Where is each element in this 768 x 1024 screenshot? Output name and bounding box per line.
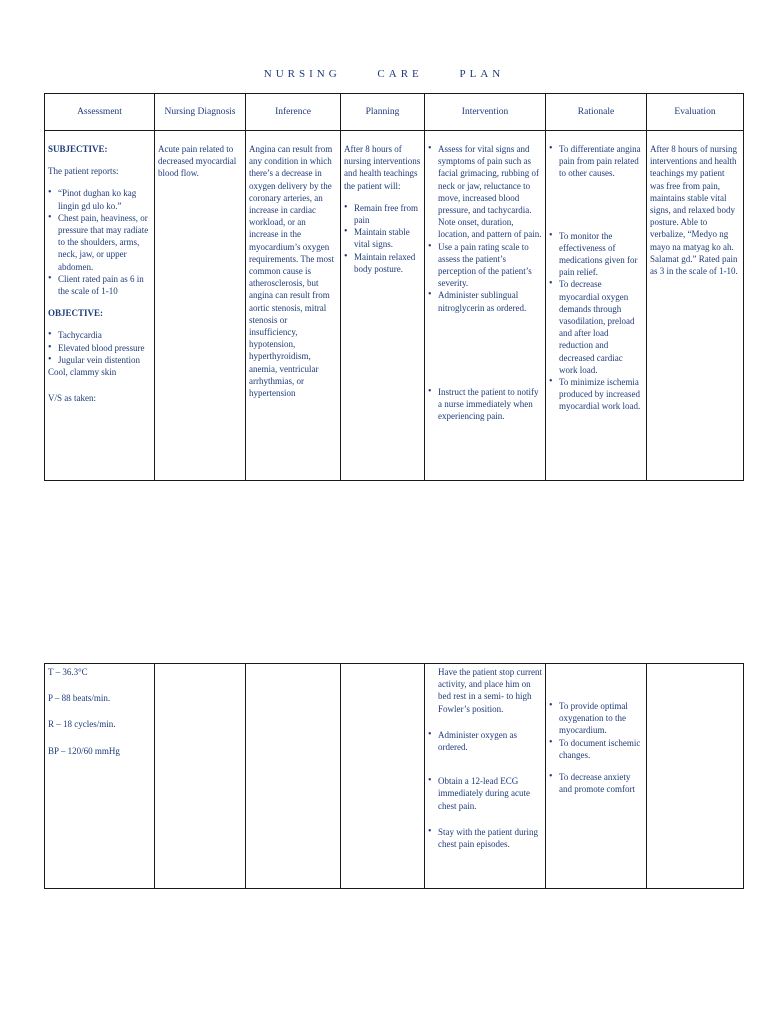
intervention-cell-continued bbox=[425, 664, 546, 889]
inference-cell-continued bbox=[246, 664, 341, 889]
table-row bbox=[45, 664, 744, 889]
rationale-list bbox=[549, 143, 643, 413]
list-item: • Maintain stable vital signs. bbox=[344, 226, 421, 250]
list-item: • Use a pain rating scale to assess the patient’s perception of the patient’s severity. bbox=[428, 241, 542, 290]
header-nursing-diagnosis: Nursing Diagnosis bbox=[155, 94, 246, 131]
header-intervention: Intervention bbox=[425, 94, 546, 131]
table-row bbox=[45, 131, 744, 481]
list-item: • Elevated blood pressure bbox=[48, 342, 151, 354]
header-assessment: Assessment bbox=[45, 94, 155, 131]
assessment-cell bbox=[45, 131, 155, 481]
list-item: • Remain free from pain bbox=[344, 202, 421, 226]
header-evaluation: Evaluation bbox=[647, 94, 744, 131]
vital-blood-pressure: BP – 120/60 mmHg bbox=[48, 745, 120, 756]
vs-label: V/S as taken: bbox=[48, 393, 96, 404]
list-item: • Stay with the patient during chest pain episodes. bbox=[428, 826, 542, 850]
subjective-label: SUBJECTIVE: bbox=[48, 144, 108, 154]
diagnosis-cell bbox=[155, 131, 246, 481]
inference-cell bbox=[246, 131, 341, 481]
vital-temperature: T – 36.3°C bbox=[48, 667, 88, 677]
objective-label: OBJECTIVE: bbox=[48, 308, 104, 319]
vital-respiration: R – 18 cycles/min. bbox=[48, 719, 116, 730]
list-item: • Tachycardia bbox=[48, 329, 151, 341]
inference-text: Angina can result from any condition in which there’s a decrease in oxygen delivery by the coronary arteries, an increase in cardiac workload, or an increase in the myocardium’s oxygen requirements. The most common cause is atherosclerosis, but angina can result from aortic stenosis, mitral stenosis or insufficiency, hypotension, hyperthyroidism, anemia, ventricular arrhythmias, or hypertension bbox=[249, 144, 335, 399]
planning-cell bbox=[341, 131, 425, 481]
intervention-cell bbox=[425, 131, 546, 481]
planning-list bbox=[344, 202, 421, 275]
list-item: • To monitor the effectiveness of medications given for pain relief. bbox=[549, 230, 643, 279]
list-item: • Maintain relaxed body posture. bbox=[344, 251, 421, 275]
intervention-continued-text: Have the patient stop current activity, and place him on bed rest in a semi- to high Fowler’s position. bbox=[438, 667, 542, 714]
evaluation-text: After 8 hours of nursing interventions and health teachings my patient was free from pain, maintains stable vital signs, and relaxed body posture. Able to verbalize, “Medyo ng mayo na matyag ko ah. Salamat gd.” Rated pain as 3 in the scale of 1-10. bbox=[650, 144, 738, 277]
rationale-cell bbox=[546, 131, 647, 481]
header-inference: Inference bbox=[246, 94, 341, 131]
list-item: • Client rated pain as 6 in the scale of 1-10 bbox=[48, 273, 151, 297]
care-plan-table-continued bbox=[44, 663, 744, 889]
objective-list bbox=[48, 329, 151, 366]
page-title: NURSING CARE PLAN bbox=[263, 68, 505, 80]
vital-pulse: P – 88 beats/min. bbox=[48, 693, 111, 704]
list-item: • Assess for vital signs and symptoms of pain such as facial grimacing, rubbing of neck or jaw, reluctance to move, increased blood pressure, and tachycardia. Note onset, duration, location, and pattern of pain. bbox=[428, 143, 542, 241]
list-item: • To document ischemic changes. bbox=[549, 737, 643, 761]
list-item: • To decrease myocardial oxygen demands through vasodilation, preload and after load reduction and decreased cardiac work load. bbox=[549, 278, 643, 376]
planning-intro: After 8 hours of nursing interventions and health teachings the patient will: bbox=[344, 144, 421, 191]
rationale-list-continued bbox=[549, 700, 643, 795]
header-planning: Planning bbox=[341, 94, 425, 131]
subjective-list bbox=[48, 187, 151, 297]
diagnosis-cell-continued bbox=[155, 664, 246, 889]
vitals-cell bbox=[45, 664, 155, 889]
reports-label: The patient reports: bbox=[48, 166, 119, 177]
care-plan-table bbox=[44, 93, 744, 481]
list-item: • Chest pain, heaviness, or pressure that may radiate to the shoulders, arms, neck, jaw, or upper abdomen. bbox=[48, 212, 151, 273]
list-item: • To minimize ischemia produced by increased myocardial work load. bbox=[549, 376, 643, 413]
intervention-list-continued bbox=[428, 729, 542, 850]
cool-skin-text: Cool, clammy skin bbox=[48, 367, 117, 378]
list-item: • To decrease anxiety and promote comfort bbox=[549, 771, 643, 795]
list-item: • Administer oxygen as ordered. bbox=[428, 729, 542, 753]
list-item: • Jugular vein distention bbox=[48, 354, 151, 366]
list-item: • Instruct the patient to notify a nurse immediately when experiencing pain. bbox=[428, 386, 542, 423]
list-item: • “Pinot dughan ko kag lingin gd ulo ko.” bbox=[48, 187, 151, 211]
header-rationale: Rationale bbox=[546, 94, 647, 131]
evaluation-cell bbox=[647, 131, 744, 481]
evaluation-cell-continued bbox=[647, 664, 744, 889]
planning-cell-continued bbox=[341, 664, 425, 889]
list-item: • To provide optimal oxygenation to the myocardium. bbox=[549, 700, 643, 737]
intervention-list bbox=[428, 143, 542, 422]
table-header-row bbox=[45, 94, 744, 131]
diagnosis-text: Acute pain related to decreased myocardial blood flow. bbox=[158, 144, 237, 179]
list-item: • Obtain a 12-lead ECG immediately during acute chest pain. bbox=[428, 775, 542, 812]
list-item: • To differentiate angina pain from pain related to other causes. bbox=[549, 143, 643, 180]
list-item: • Administer sublingual nitroglycerin as ordered. bbox=[428, 289, 542, 313]
rationale-cell-continued bbox=[546, 664, 647, 889]
